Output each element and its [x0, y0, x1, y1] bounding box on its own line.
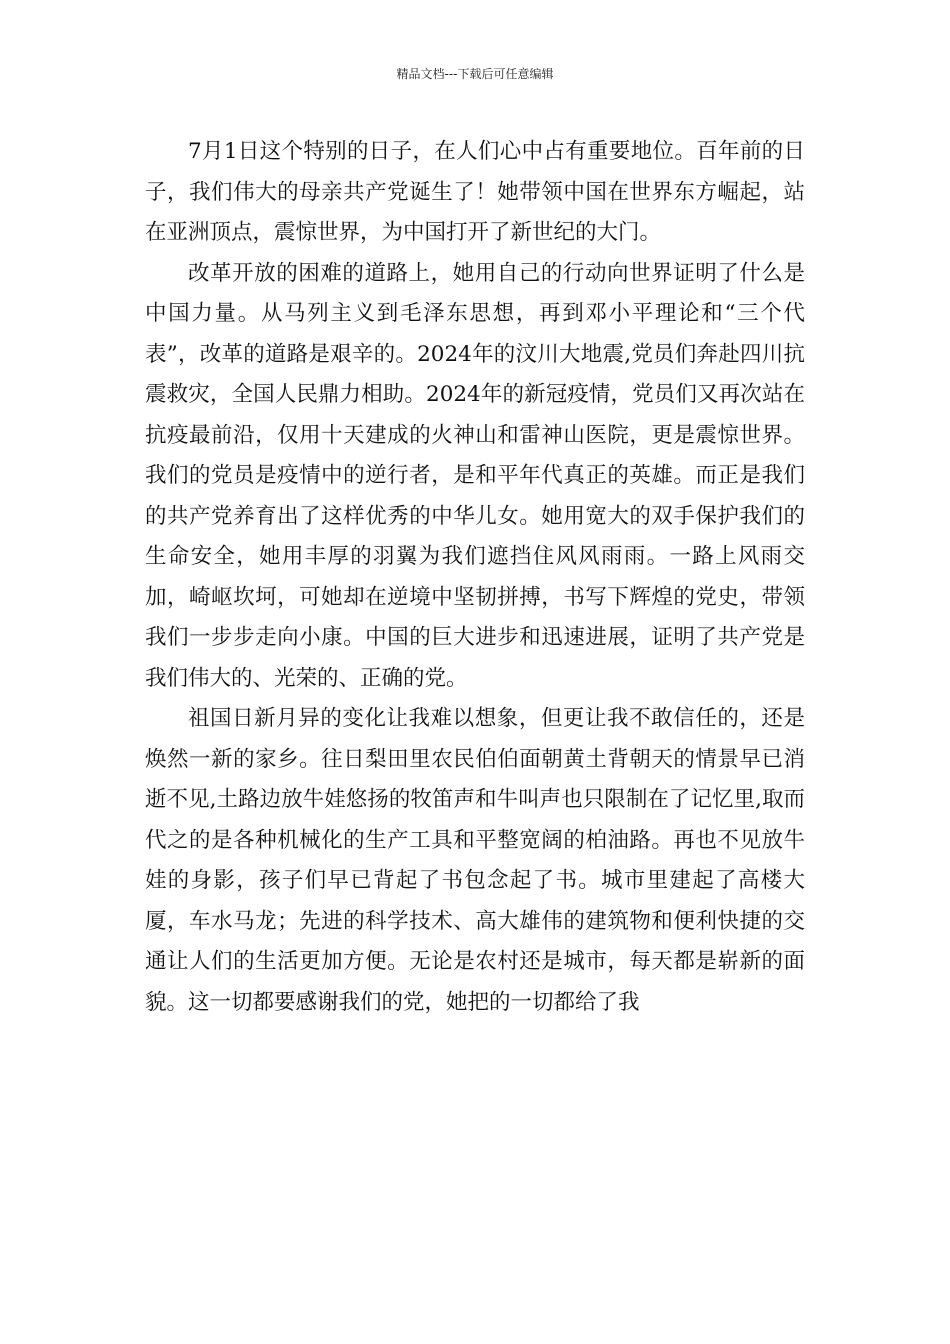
- paragraph-3: 祖国日新月异的变化让我难以想象，但更让我不敢信任的，还是焕然一新的家乡。往日梨田里农民伯伯面朝黄土背朝天的情景早已消逝不见,土路边放牛娃悠扬的牧笛声和牛叫声也只限制在了记忆里,取而代之的是各种机械化的生产工具和平整宽阔的柏油路。再也不见放牛娃的身影，孩子们早已背起了书包念起了书。城市里建起了高楼大厦，车水马龙；先进的科学技术、高大雄伟的建筑物和便利快捷的交通让人们的生活更加方便。无论是农村还是城市，每天都是崭新的面貌。这一切都要感谢我们的党，她把的一切都给了我: [145, 706, 805, 1015]
- page-header: 精品文档---下载后可任意编辑: [396, 67, 554, 81]
- paragraph-1: 7月1日这个特别的日子，在人们心中占有重要地位。百年前的日子，我们伟大的母亲共产党诞生了！她带领中国在世界东方崛起，站在亚洲顶点，震惊世界，为中国打开了新世纪的大门。: [145, 139, 805, 245]
- document-body: [145, 132, 805, 1023]
- paragraph-2: 改革开放的困难的道路上，她用自己的行动向世界证明了什么是中国力量。从马列主义到毛泽东思想，再到邓小平理论和“三个代表”，改革的道路是艰辛的。2024年的汶川大地震,党员们奔赴四川抗震救灾，全国人民鼎力相助。2024年的新冠疫情，党员们又再次站在抗疫最前沿，仅用十天建成的火神山和雷神山医院，更是震惊世界。我们的党员是疫情中的逆行者，是和平年代真正的英雄。而正是我们的共产党养育出了这样优秀的中华儿女。她用宽大的双手保护我们的生命安全，她用丰厚的羽翼为我们遮挡住风风雨雨。一路上风雨交加，崎岖坎坷，可她却在逆境中坚韧拼搏，书写下辉煌的党史，带领我们一步步走向小康。中国的巨大进步和迅速进展，证明了共产党是我们伟大的、光荣的、正确的党。: [145, 260, 805, 691]
